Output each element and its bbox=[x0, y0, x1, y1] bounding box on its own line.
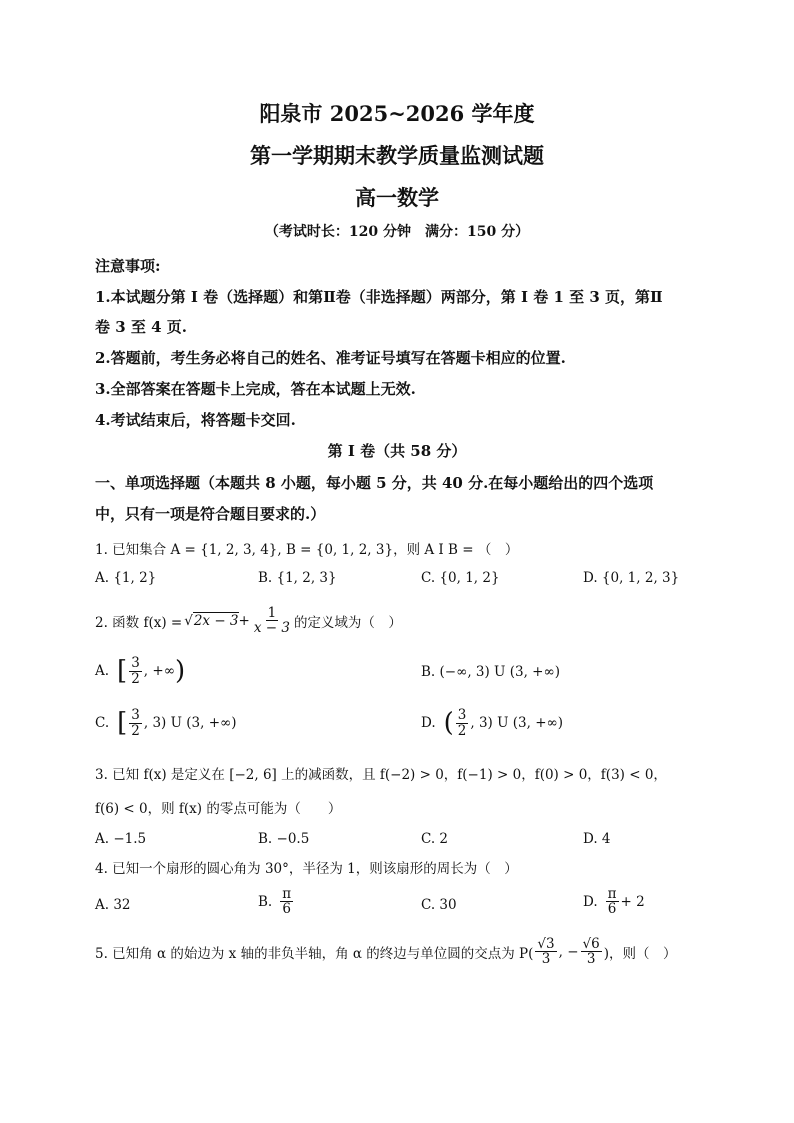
option-b-frac-den: 6 bbox=[282, 901, 291, 918]
question-5-frac1-den: 3 bbox=[541, 951, 551, 968]
question-1-option-d: D. {0, 1, 2, 3} bbox=[583, 570, 680, 586]
option-label: D. bbox=[421, 715, 436, 731]
option-d-frac-den: 2 bbox=[457, 722, 467, 739]
option-label: B. bbox=[258, 893, 273, 910]
question-2-option-d: D. ( $\frac{3}{2}$ , 3) U (3, +∞) bbox=[421, 707, 564, 739]
exam-info: （考试时长：120 分钟 满分：150 分） bbox=[264, 224, 530, 240]
exam-title-line1: 阳泉市 2025~2026 学年度 bbox=[259, 101, 535, 126]
exam-title-line2: 第一学期期末教学质量监测试题 bbox=[250, 143, 544, 168]
option-d-tail: , 3) U (3, +∞) bbox=[470, 715, 564, 731]
question-2-option-b: B. (−∞, 3) U (3, +∞) bbox=[421, 664, 560, 680]
question-5-prefix: 5. 已知角 α 的始边为 x 轴的非负半轴，角 α 的终边与单位圆的交点为 P( bbox=[95, 945, 534, 962]
option-label: C. bbox=[95, 715, 110, 731]
note-item-4: 4.考试结束后，将答题卡交回. bbox=[95, 411, 296, 429]
question-4-option-a: A. 32 bbox=[95, 897, 131, 913]
question-2-plus: + bbox=[238, 612, 250, 629]
question-2-option-a: A. [ $\frac{3}{2}$ , +∞ ) bbox=[95, 655, 186, 687]
question-5-mid: , − bbox=[558, 943, 579, 960]
option-d-frac-den: 6 bbox=[607, 901, 617, 918]
note-item-2: 2.答题前，考生务必将自己的姓名、准考证号填写在答题卡相应的位置. bbox=[95, 349, 566, 367]
option-a-tail: , +∞ bbox=[143, 663, 175, 679]
option-c-tail: , 3) U (3, +∞) bbox=[143, 715, 237, 731]
section-heading-a: 一、单项选择题（本题共 8 小题，每小题 5 分，共 40 分.在每小题给出的四个选项 bbox=[95, 474, 654, 492]
question-3-stem-line1: 3. 已知 f(x) 是定义在 [−2, 6] 上的减函数，且 f(−2) > 0，f(−1) > 0，f(0) > 0，f(3) < 0， bbox=[95, 767, 667, 783]
question-4-option-c: C. 30 bbox=[421, 897, 457, 913]
question-5-frac2-num: √6 bbox=[582, 936, 600, 952]
part1-heading: 第 I 卷（共 58 分） bbox=[327, 442, 467, 460]
question-1-option-b: B. {1, 2, 3} bbox=[258, 570, 337, 586]
notes-heading: 注意事项: bbox=[95, 257, 161, 275]
option-a-frac-num: 3 bbox=[131, 655, 140, 672]
question-3-option-a: A. −1.5 bbox=[95, 831, 147, 847]
question-2-option-c: C. [ $\frac{3}{2}$ , 3) U (3, +∞) bbox=[95, 707, 237, 739]
question-1-option-a: A. {1, 2} bbox=[95, 570, 157, 586]
option-d-frac-num: π bbox=[607, 886, 617, 902]
note-item-1a: 1.本试题分第 I 卷（选择题）和第Ⅱ卷（非选择题）两部分，第 I 卷 1 至 3 页，第Ⅱ bbox=[95, 288, 663, 306]
question-2-prefix: 2. 函数 f(x) = bbox=[95, 614, 183, 631]
question-5-frac2-den: 3 bbox=[586, 951, 596, 968]
option-a-frac-den: 2 bbox=[131, 670, 140, 687]
option-b-frac-num: π bbox=[282, 886, 292, 902]
question-2-frac-num: 1 bbox=[267, 605, 277, 621]
question-5-suffix: )，则（ ） bbox=[603, 945, 677, 962]
question-1-option-c: C. {0, 1, 2} bbox=[421, 570, 500, 586]
question-2-frac-den: x − 3 bbox=[253, 620, 290, 637]
question-2-fraction bbox=[252, 606, 292, 635]
question-2-suffix: 的定义域为（ ） bbox=[293, 614, 402, 631]
question-4-option-d bbox=[583, 887, 645, 916]
option-label: D. bbox=[583, 893, 598, 910]
note-item-1b: 卷 3 至 4 页. bbox=[95, 318, 187, 336]
question-3-stem-line2: f(6) < 0，则 f(x) 的零点可能为（ ） bbox=[95, 801, 342, 817]
exam-subject: 高一数学 bbox=[355, 185, 439, 210]
option-d-tail: + 2 bbox=[620, 893, 645, 910]
option-c-frac-den: 2 bbox=[131, 722, 140, 739]
question-3-option-c: C. 2 bbox=[421, 831, 449, 847]
question-5-frac1-num: √3 bbox=[537, 936, 555, 952]
question-5-stem bbox=[95, 937, 677, 966]
question-3-option-d: D. 4 bbox=[583, 831, 611, 847]
question-3-option-b: B. −0.5 bbox=[258, 831, 310, 847]
option-c-frac-num: 3 bbox=[131, 707, 140, 724]
note-item-3: 3.全部答案在答题卡上完成，答在本试题上无效. bbox=[95, 380, 416, 398]
option-d-frac-num: 3 bbox=[457, 707, 467, 724]
question-1-stem: 1. 已知集合 A = {1, 2, 3, 4}, B = {0, 1, 2, 3}，则 A I B = （ ） bbox=[95, 542, 519, 558]
question-2-stem: 2. 函数 f(x) = √ 2x − 3 + $\frac{1}{x - 3}$ 的定义域为（ ） bbox=[95, 605, 402, 637]
section-heading-b: 中，只有一项是符合题目要求的.） bbox=[95, 505, 326, 523]
question-4-stem: 4. 已知一个扇形的圆心角为 30°，半径为 1，则该扇形的周长为（ ） bbox=[95, 861, 518, 877]
question-2-sqrt-arg: 2x − 3 bbox=[193, 613, 239, 630]
option-label: A. bbox=[95, 663, 110, 679]
question-4-option-b bbox=[258, 887, 295, 916]
